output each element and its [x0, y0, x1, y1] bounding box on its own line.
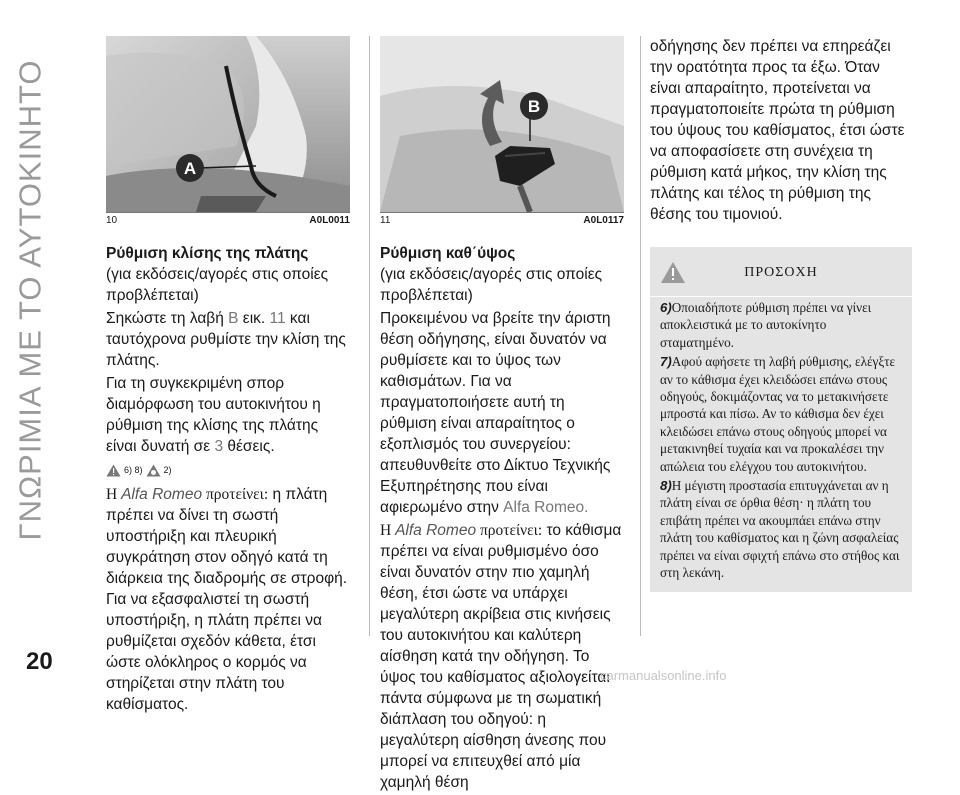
- chapter-sidebar: [6, 0, 54, 600]
- figure-10: [106, 36, 350, 212]
- section-subheading: (για εκδόσεις/αγορές στις οποίες προβλέπεται): [380, 266, 603, 304]
- warning-item: 7)Αφού αφήσετε τη λαβή ρύθμισης, ελέγξτε αν το κάθισμα έχει κλειδώσει επάνω στους οδηγούς, δοκιμάζοντας να το μετακινήσετε μπροστά και πίσω. Αν το κάθισμα δεν έχει κλειδώσει επάνω στους οδηγούς μπορεί να μετακινηθεί τυχαία και να προκαλέσει την απώλεια του ελέγχου του αυτοκινήτου.: [660, 354, 896, 474]
- column-continuation: [650, 36, 912, 592]
- paragraph: Για τη συγκεκριμένη σπορ διαμόρφωση του αυτοκινήτου η ρύθμιση της κλίσης της πλάτης είναι δυνατή σε 3 θέσεις.: [106, 375, 321, 455]
- section-heading: Ρύθμιση κλίσης της πλάτης: [106, 245, 309, 262]
- page-number: 20: [26, 648, 53, 675]
- warning-item: 8)Η μέγιστη προστασία επιτυγχάνεται αν η πλάτη είναι σε όρθια θέση· η πλάτη του επιβάτη πρέπει να ακουμπάει επάνω στην πλάτη του καθίσματος και η ζώνη ασφαλείας πρέπει να είναι σφιχτή επάνω στο στήθος και στη λεκάνη.: [660, 478, 900, 581]
- watermark: carmanualsonline.info: [600, 668, 727, 683]
- warning-item: 6)Οποιαδήποτε ρύθμιση πρέπει να γίνει αποκλειστικά με το αυτοκίνητο σταματημένο.: [660, 300, 872, 350]
- warning-refs: 6) 8) 2): [106, 460, 350, 481]
- paragraph: Προκειμένου να βρείτε την άριστη θέση οδήγησης, είναι δυνατόν να ρυθμίσετε και το ύψος των καθισμάτων. Για να πραγματοποιήσετε αυτή τη ρύθμιση είναι απαραίτητος ο εξοπλισμός του συνεργείου: απευθυνθείτε στο Δίκτυο Τεχνικής Εξυπηρέτησης που είναι αφιερωμένο στην Alfa Romeo.: [380, 310, 611, 516]
- paragraph: οδήγησης δεν πρέπει να επηρεάζει την ορατότητα προς τα έξω. Όταν είναι απαραίτητο, προτείνεται να πραγματοποιείτε πρώτα τη ρύθμιση του ύψους του καθίσματος, έτσι ώστε να αποφασίσετε στη συνέχεια τη ρύθμιση κατά μήκος, την κλίση της πλάτης και τέλος τη ρύθμιση της θέσης του τιμονιού.: [650, 38, 905, 223]
- paragraph: Η Alfa Romeo προτείνει: η πλάτη πρέπει να δίνει τη σωστή υποστήριξη και πλευρική συγκράτηση στον οδηγό κατά τη διάρκεια της διαδρομής σε στροφή. Για να εξασφαλιστεί τη σωστή υποστήριξη, η πλάτη πρέπει να ρυθμίζεται σχεδόν κάθετα, έτσι ώστε ολόκληρος ο κορμός να στηρίζεται στην πλάτη του καθίσματος.: [106, 486, 348, 713]
- figure-number: 11: [380, 215, 391, 226]
- figure-11: [380, 36, 624, 212]
- warning-triangle-icon: [660, 261, 686, 284]
- figure-code: A0L0011: [309, 215, 350, 226]
- column-divider: [640, 36, 641, 636]
- column-divider: [369, 36, 370, 636]
- figure-caption: [106, 212, 350, 228]
- figure-code: A0L0117: [583, 215, 624, 226]
- column-backrest: [106, 36, 350, 717]
- seat-side-illustration: [106, 36, 350, 212]
- seat-lever-illustration: [380, 36, 624, 212]
- figure-caption: [380, 212, 624, 228]
- figure-number: 10: [106, 215, 118, 226]
- svg-text:A: A: [183, 159, 197, 178]
- warning-header: [650, 247, 912, 297]
- warning-title: ΠΡΟΣΟΧΗ: [744, 265, 818, 280]
- svg-text:B: B: [527, 97, 541, 116]
- paragraph: Σηκώστε τη λαβή B εικ. 11 και ταυτόχρονα ρυθμίστε την κλίση της πλάτης.: [106, 310, 346, 369]
- warning-box: [650, 247, 912, 592]
- section-heading: Ρύθμιση καθ΄ύψος: [380, 245, 516, 262]
- paragraph: Η Alfa Romeo προτείνει: το κάθισμα πρέπει να είναι ρυθμισμένο όσο είναι δυνατόν στην πιο χαμηλή θέση, έτσι ώστε να υπάρχει μεγαλύτερη ακρίβεια στις κινήσεις του αυτοκινήτου και καλύτερη αίσθηση κατά την οδήγηση. Το ύψος του καθίσματος αξιολογείται πάντα σύμφωνα με τη σωματική διάπλαση του οδηγού: η μεγαλύτερη αίσθηση άνεσης που μπορεί να επιτευχθεί από μία χαμηλή θέση: [380, 522, 622, 791]
- section-subheading: (για εκδόσεις/αγορές στις οποίες προβλέπεται): [106, 266, 329, 304]
- caution-triangle-icon: [146, 464, 161, 477]
- chapter-title: ΓΝΩΡΙΜΙΑ ΜΕ ΤΟ ΑΥΤΟΚΙΝΗΤΟ: [12, 59, 48, 541]
- column-height: [380, 36, 624, 795]
- warning-triangle-icon: [106, 464, 121, 477]
